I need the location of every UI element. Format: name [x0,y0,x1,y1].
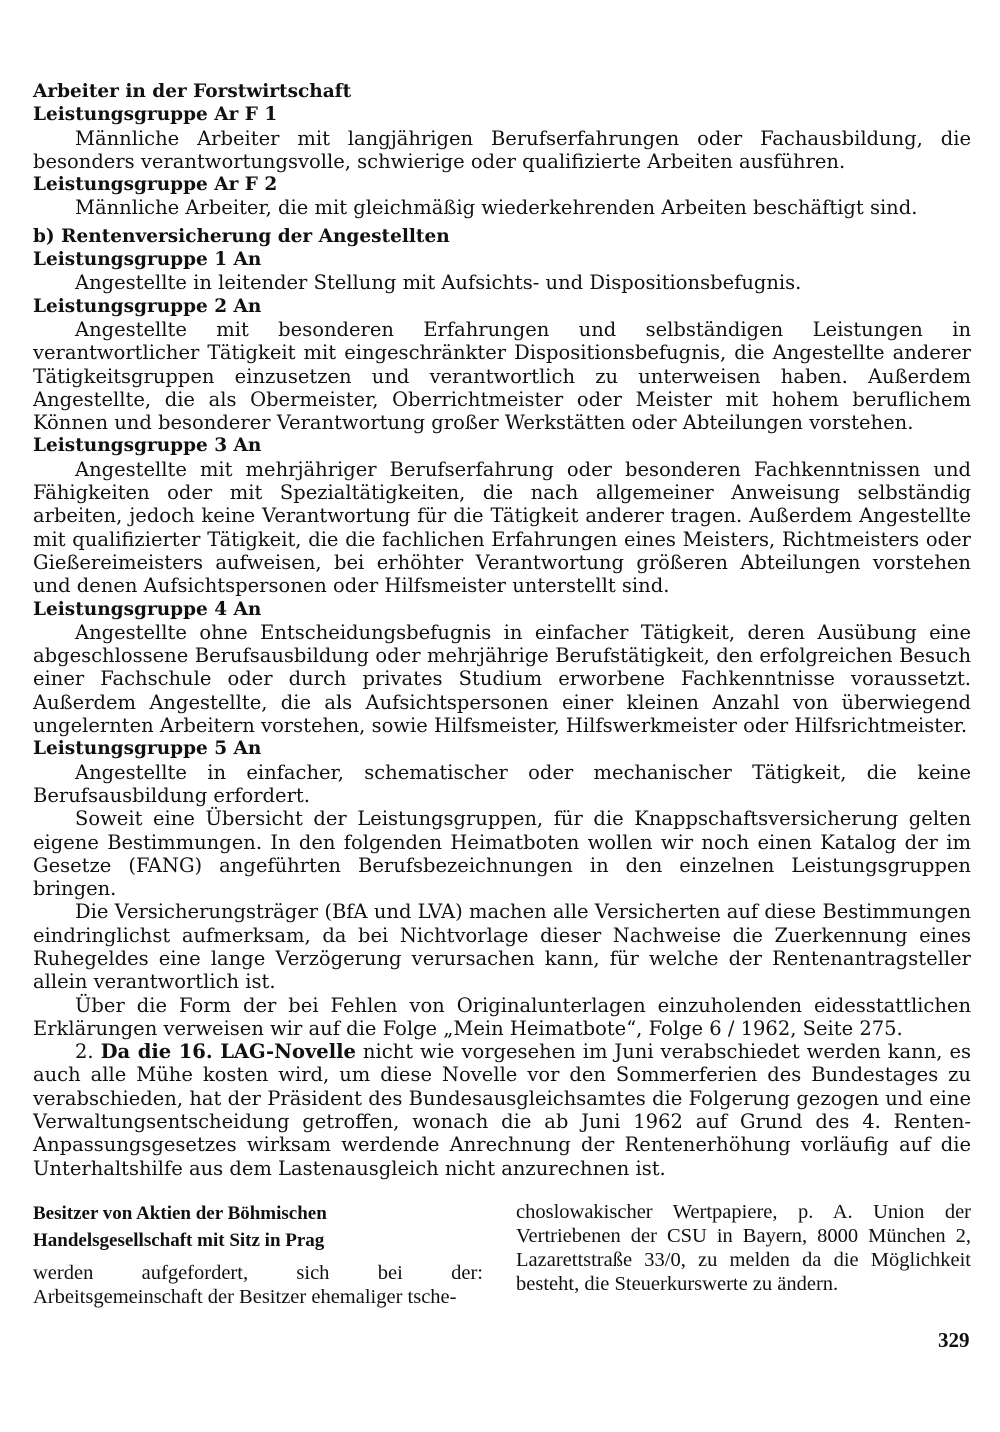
paragraph-overview: Soweit eine Übersicht der Leistungsgruppen, für die Knappschaftsversicherung gelten eigene Bestimmungen. In den folgenden Heimatboten wollen wir noch einen Katalog der im Gesetze (FANG) angeführten Berufsbezeichnungen in den einzelnen Leistungsgruppen bringen. [33,807,971,901]
group-text: Angestellte in leitender Stellung mit Aufsichts- und Dispositionsbefugnis. [75,271,802,295]
group-title: Leistungsgruppe 2 An [33,295,262,317]
shares-notice [33,1200,971,1320]
shares-heading: Besitzer von Aktien der Böhmischen Handelsgesellschaft mit Sitz in Prag [33,1203,327,1251]
main-text [33,80,971,1180]
group-text: Angestellte ohne Entscheidungsbefugnis in einfacher Tätigkeit, deren Ausübung eine abgeschlossene Berufsausbildung oder mehrjährige Berufstätigkeit, den erfolgreichen Besuch einer Fachschule oder durch privates Studium erworbene Fachkenntnisse voraussetzt. Außerdem Angestellte, die als Aufsichtspersonen einer kleinen Anzahl von überwiegend ungelernten Arbeitern vorstehen, sowie Hilfsmeister, Hilfswerkmeister oder Hilfsrichtmeister. [33,620,971,738]
paragraph-number: 2. [75,1040,94,1064]
page-number: 329 [938,1328,970,1352]
employees-heading: b) Rentenversicherung der Angestellten [33,225,450,247]
shares-left-text: werden aufgefordert, sich bei der: Arbeitsgemeinschaft der Besitzer ehemaliger tsche- [33,1262,483,1308]
group-title: Leistungsgruppe 4 An [33,598,262,620]
paragraph-rest: nicht wie vorgesehen im Juni verabschiedet werden kann, es auch alle Mühe kosten wird, um diese Novelle vor den Sommerferien des Bundestages zu verabschieden, hat der Präsident des Bundesausgleichsamtes die Folgerung gezogen und eine Verwaltungsentscheidung getroffen, wonach die ab Juni 1962 auf Grund des 4. Renten-Anpassungsgesetzes wirksam werdende Anrechnung der Rentenerhöhung vorläufig auf die Unterhaltshilfe aus dem Lastenausgleich nicht anzurechnen ist. [33,1040,972,1180]
paragraph-lead: Da die 16. LAG-Novelle [100,1040,356,1064]
notice-left-column [33,1200,483,1309]
paragraph-lag-novelle [33,1040,971,1180]
group-title: Leistungsgruppe Ar F 1 [33,104,278,126]
paragraph-insurers: Die Versicherungsträger (BfA und LVA) machen alle Versicherten auf diese Bestimmungen eindringlichst aufmerksam, da bei Nichtvorlage dieser Nachweise die Zuerkennung eines Ruhegeldes eine lange Verzögerung verursachen kann, für welche der Rentenantragsteller allein verantwortlich ist. [33,900,971,994]
notice-right-column [516,1200,971,1296]
paragraph-declarations: Über die Form der bei Fehlen von Originalunterlagen einzuholenden eidesstattlichen Erklärungen verweisen wir auf die Folge „Mein Heimatbote“, Folge 6 / 1962, Seite 275. [33,993,971,1040]
group-title: Leistungsgruppe Ar F 2 [33,174,278,196]
group-title: Leistungsgruppe 5 An [33,738,262,760]
group-text: Männliche Arbeiter, die mit gleichmäßig wiederkehrenden Arbeiten beschäftigt sind. [75,196,918,220]
group-text: Angestellte in einfacher, schematischer oder mechanischer Tätigkeit, die keine Berufsausbildung erfordert. [33,760,971,807]
group-title: Leistungsgruppe 3 An [33,435,262,457]
group-text: Angestellte mit besonderen Erfahrungen und selbständigen Leistungen in verantwortlicher Tätigkeit mit eingeschränkter Dispositionsbefugnis, die Angestellte anderer Tätigkeitsgruppen einzusetzen und verantwortlich zu unterweisen haben. Außerdem Angestellte, die als Obermeister, Oberrichtmeister oder Meister mit hohem beruflichem Können und besonderer Verantwortung großer Werkstätten oder Abteilungen vorstehen. [33,317,971,435]
shares-right-text: choslowakischer Wertpapiere, p. A. Union der Vertriebenen der CSU in Bayern, 8000 München 2, Lazarettstraße 33/0, zu melden da die Möglichkeit besteht, die Steuerkurswerte zu ändern. [516,1201,971,1295]
group-text: Männliche Arbeiter mit langjährigen Berufserfahrungen oder Fachausbildung, die besonders verantwortungsvolle, schwierige oder qualifizierte Arbeiten ausführen. [33,126,971,173]
group-title: Leistungsgruppe 1 An [33,249,262,271]
group-text: Angestellte mit mehrjähriger Berufserfahrung oder besonderen Fachkenntnissen und Fähigkeiten oder mit Spezialtätigkeiten, die nach allgemeiner Anweisung selbständig arbeiten, jedoch keine Verantwortung für die Tätigkeit anderer tragen. Außerdem Angestellte mit qualifizierter Tätigkeit, die die fachlichen Erfahrungen eines Meisters, Richtmeisters oder Gießereimeisters aufweisen, bei erhöhter Verantwortung größeren Abteilungen vorstehen und denen Aufsichtspersonen oder Hilfsmeister unterstellt sind. [33,457,971,598]
forestry-heading: Arbeiter in der Forstwirtschaft [33,81,352,102]
